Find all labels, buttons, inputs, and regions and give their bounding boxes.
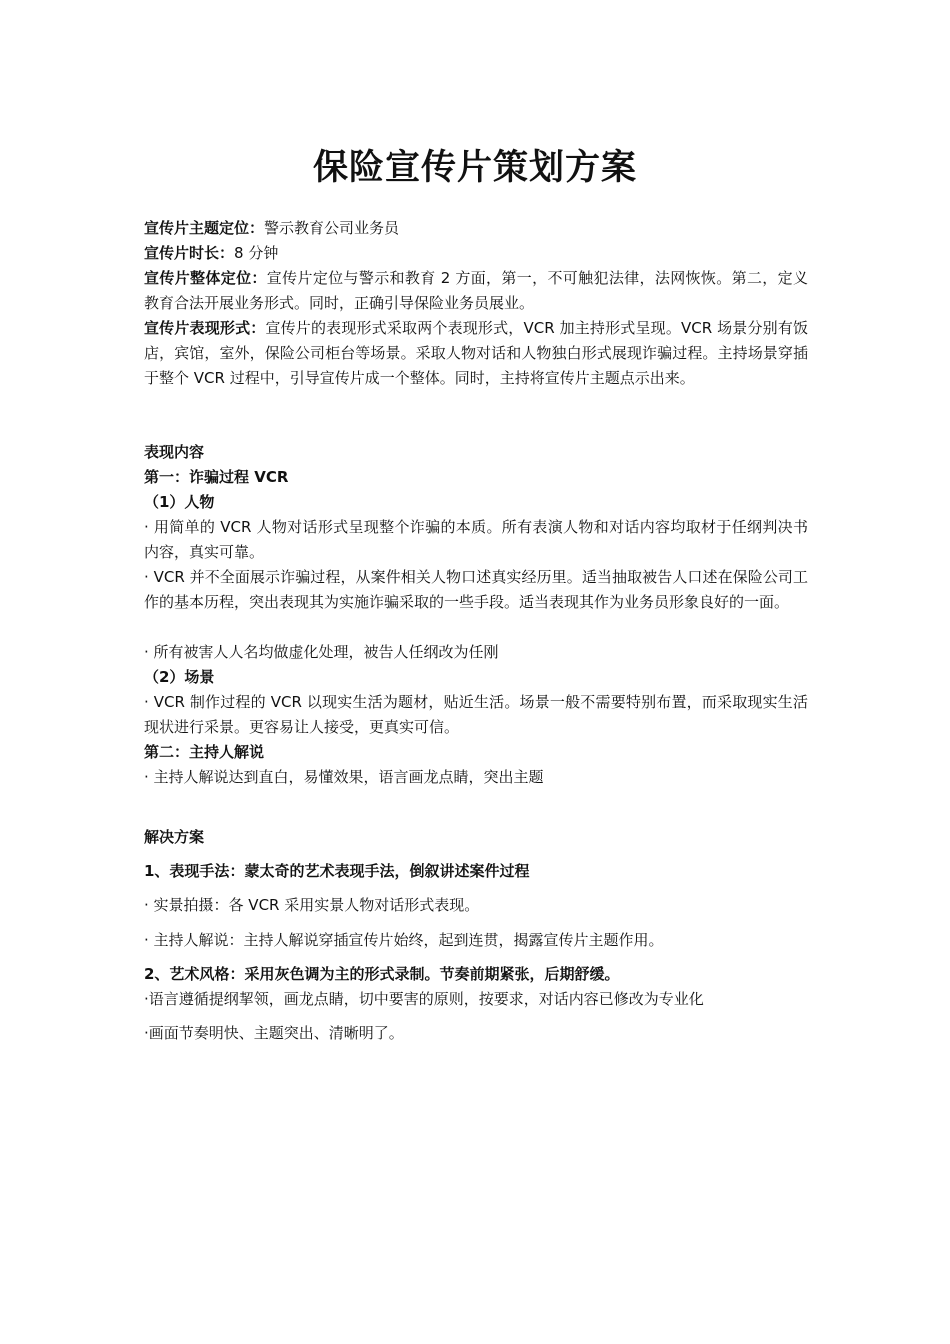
list-item: · VCR 并不全面展示诈骗过程，从案件相关人物口述真实经历里。适当抽取被告人口述在保险公司工作的基本历程，突出表现其为实施诈骗采取的一些手段。适当表现其作为业务员形象良好的一面。 <box>144 568 808 611</box>
list-item: · 主持人解说达到直白，易懂效果，语言画龙点睛，突出主题 <box>144 768 544 786</box>
list-item: ·画面节奏明快、主题突出、清晰明了。 <box>144 1024 404 1042</box>
intro-positioning-text: 宣传片定位与警示和教育 2 方面，第一，不可触犯法律，法网恢恢。第二，定义教育合法开展业务形式。同时，正确引导保险业务员展业。 <box>144 269 808 312</box>
intro-duration-text: 8 分钟 <box>234 244 279 262</box>
intro-format <box>144 316 808 391</box>
list-item: · 用简单的 VCR 人物对话形式呈现整个诈骗的本质。所有表演人物和对话内容均取材于任纲判决书内容，真实可靠。 <box>144 518 808 561</box>
intro-theme-text: 警示教育公司业务员 <box>264 219 400 237</box>
content-heading: 表现内容 <box>144 443 205 461</box>
intro-positioning <box>144 266 808 316</box>
intro-format-text: 宣传片的表现形式采取两个表现形式，VCR 加主持形式呈现。VCR 场景分别有饭店，宾馆，室外，保险公司柜台等场景。采取人物对话和人物独白形式展现诈骗过程。主持场景穿插于整个 VCR 过程中，引导宣传片成一个整体。同时，主持将宣传片主题点示出来。 <box>144 319 808 387</box>
list-item: · 所有被害人人名均做虚化处理，被告人任纲改为任刚 <box>144 643 499 661</box>
intro-theme-label: 宣传片主题定位： <box>144 219 265 237</box>
solution-heading: 解决方案 <box>144 828 205 846</box>
intro-duration <box>144 241 808 266</box>
list-item: ·语言遵循提纲挈领，画龙点睛，切中要害的原则，按要求，对话内容已修改为专业化 <box>144 990 704 1008</box>
list-item: · VCR 制作过程的 VCR 以现实生活为题材，贴近生活。场景一般不需要特别布置，而采取现实生活现状进行采景。更容易让人接受，更真实可信。 <box>144 693 808 736</box>
intro-theme <box>144 216 808 241</box>
part1-heading: 第一：诈骗过程 VCR <box>144 468 289 486</box>
sub2-heading: （2）场景 <box>144 668 215 686</box>
sub1-heading: （1）人物 <box>144 493 215 511</box>
solution-item2-heading: 2、艺术风格：采用灰色调为主的形式录制。节奏前期紧张，后期舒缓。 <box>144 965 620 983</box>
list-item: · 实景拍摄：各 VCR 采用实景人物对话形式表现。 <box>144 896 480 914</box>
document-title: 保险宣传片策划方案 <box>312 148 637 188</box>
part2-heading: 第二：主持人解说 <box>144 743 265 761</box>
list-item: · 主持人解说：主持人解说穿插宣传片始终，起到连贯，揭露宣传片主题作用。 <box>144 931 664 949</box>
intro-positioning-label: 宣传片整体定位： <box>144 269 267 287</box>
intro-format-label: 宣传片表现形式： <box>144 319 266 337</box>
intro-duration-label: 宣传片时长： <box>144 244 235 262</box>
solution-item1-heading: 1、表现手法：蒙太奇的艺术表现手法，倒叙讲述案件过程 <box>144 862 530 880</box>
